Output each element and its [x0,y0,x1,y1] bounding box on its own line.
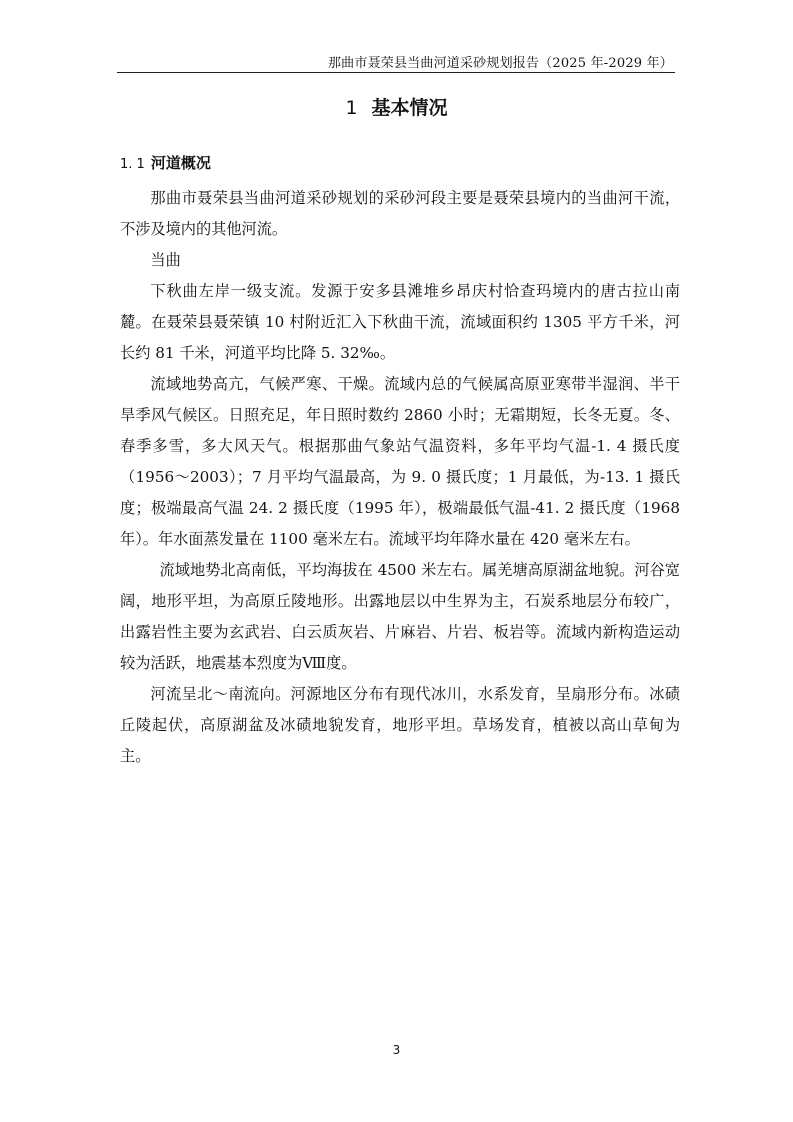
page-number: 3 [392,1043,401,1057]
chapter-number: 1 [345,97,358,119]
paragraph-river-overview: 下秋曲左岸一级支流。发源于安多县滩堆乡昂庆村恰查玛境内的唐古拉山南麓。在聂荣县聂荣镇 10 村附近汇入下秋曲干流，流域面积约 1305 平方千米，河长约 81 千米，河道平均比降 5. 32‰。 [120,282,680,362]
chapter-title-text: 基本情况 [371,97,448,119]
paragraph-climate: 流域地势高亢，气候严寒、干燥。流域内总的气候属高原亚寒带半湿润、半干旱季风气候区。日照充足，年日照时数约 2860 小时；无霜期短，长冬无夏。冬、春季多雪，多大风天气。根据那曲气象站气温资料，多年平均气温-1. 4 摄氏度（1956～2003）；7 月平均气温最高，为 9. 0 摄氏度；1 月最低，为-13. 1 摄氏度；极端最高气温 24. 2 摄氏度（1995 年），极端最低气温-41. 2 摄氏度（1968 年）。年水面蒸发量在 1100 毫米左右。流域平均年降水量在 420 毫米左右。 [120,375,680,548]
section-heading [120,152,211,173]
paragraph-flow-direction: 河流呈北～南流向。河源地区分布有现代冰川，水系发育，呈扇形分布。冰碛丘陵起伏，高原湖盆及冰碛地貌发育，地形平坦。草场发育，植被以高山草甸为主。 [120,685,680,765]
running-header: 那曲市聂荣县当曲河道采砂规划报告（2025 年-2029 年） [327,56,673,71]
header-divider [117,72,675,73]
paragraph-terrain: 流域地势北高南低，平均海拔在 4500 米左右。属羌塘高原湖盆地貌。河谷宽阔，地形平坦，为高原丘陵地形。出露地层以中生界为主，石炭系地层分布较广，出露岩性主要为玄武岩、白云质灰岩、片麻岩、片岩、板岩等。流域内新构造运动较为活跃，地震基本烈度为Ⅷ度。 [120,561,680,672]
section-heading-text: 河道概况 [150,154,211,172]
paragraph-scope: 那曲市聂荣县当曲河道采砂规划的采砂河段主要是聂荣县境内的当曲河干流，不涉及境内的其他河流。 [120,189,680,238]
section-number: 1. 1 [120,157,145,172]
chapter-title [0,93,793,120]
body-text [120,183,680,772]
paragraph-river-name: 当曲 [150,251,181,269]
